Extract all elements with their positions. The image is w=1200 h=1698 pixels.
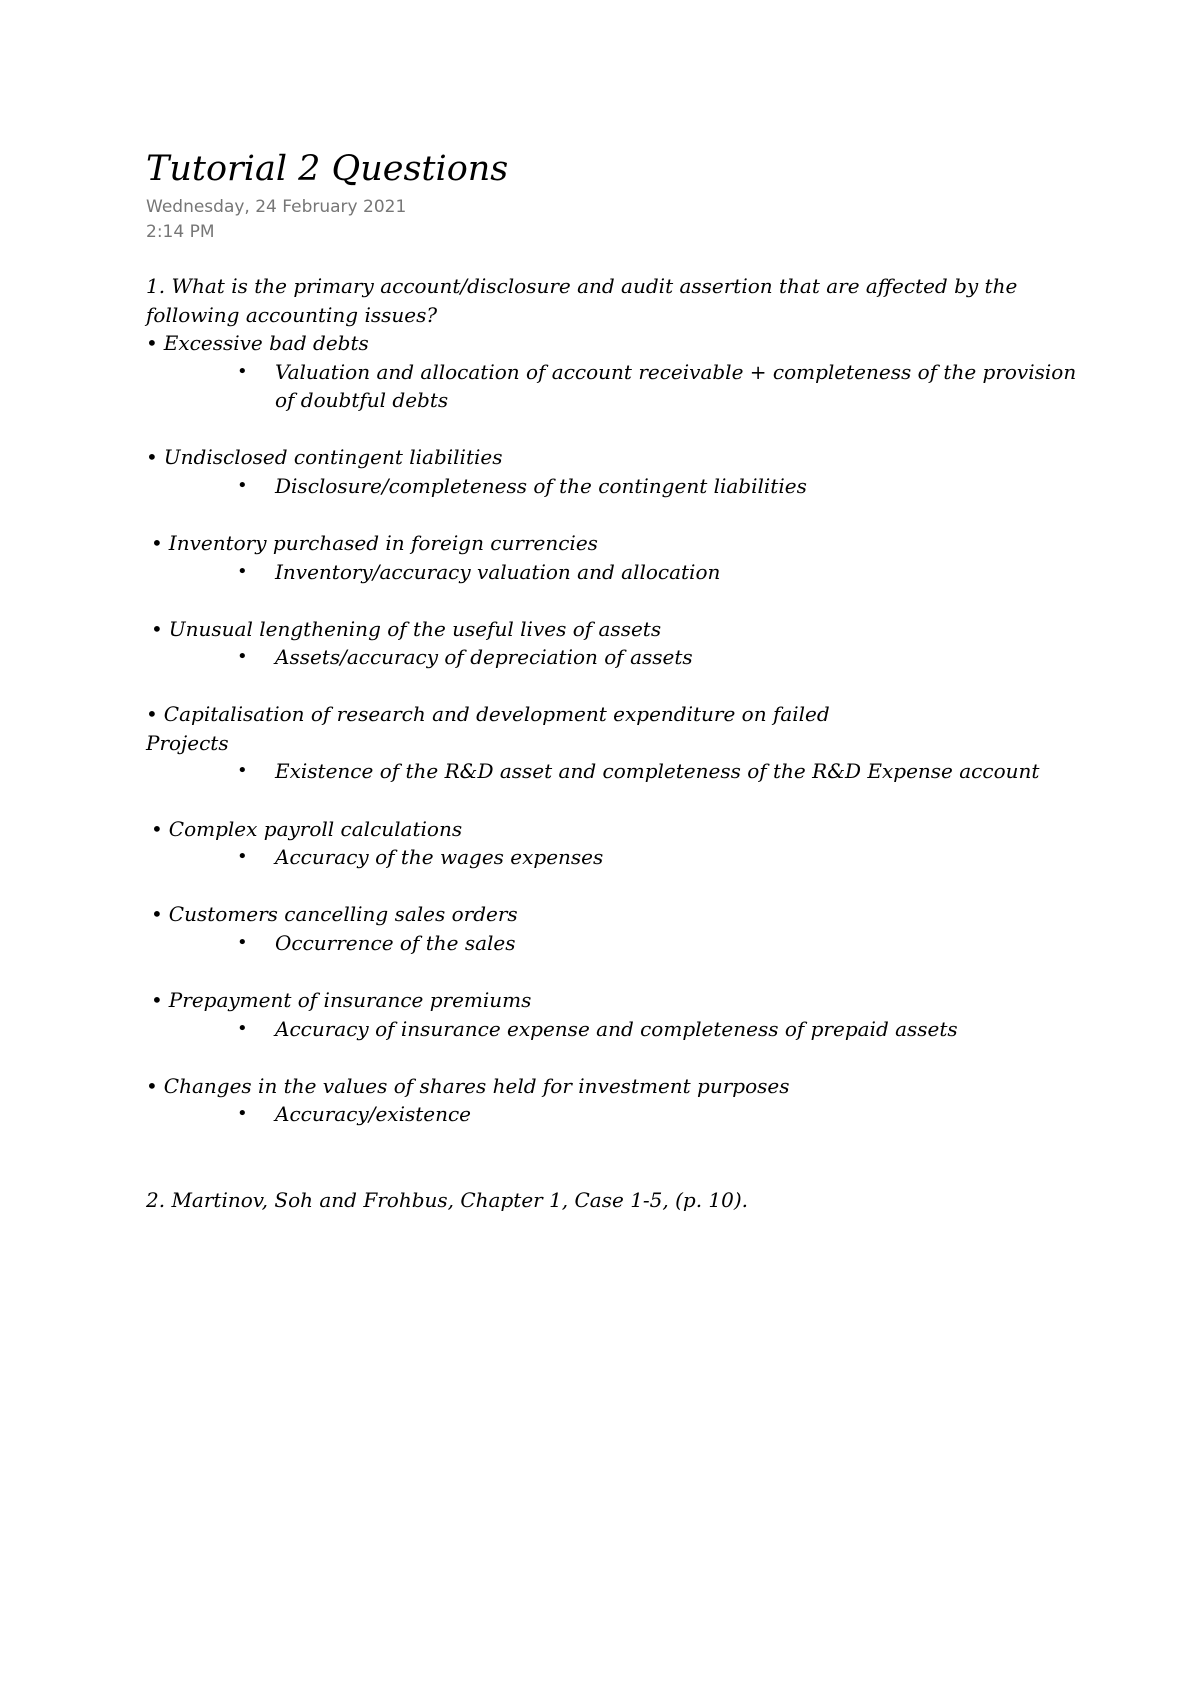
- bullet-icon: •: [237, 561, 248, 582]
- issue-item: [146, 1072, 790, 1100]
- answer-text: Inventory/accuracy valuation and allocation: [275, 560, 721, 584]
- question-2: 2. Martinov, Soh and Frohbus, Chapter 1, Case 1-5, (p. 10).: [146, 1188, 749, 1212]
- bullet-icon: •: [237, 932, 248, 953]
- answer-text: Accuracy of insurance expense and completeness of prepaid assets: [275, 1017, 958, 1041]
- issue-text: Excessive bad debts: [163, 331, 369, 355]
- issue-text: Unusual lengthening of the useful lives of assets: [168, 617, 662, 641]
- bullet-icon: •: [146, 331, 158, 355]
- issue-text: Customers cancelling sales orders: [168, 902, 518, 926]
- issue-item: [146, 700, 830, 728]
- question-1-line-2: following accounting issues?: [146, 303, 438, 327]
- question-1-line-1: 1. What is the primary account/disclosure and audit assertion that are affected by the: [146, 274, 1018, 298]
- answer-text: Assets/accuracy of depreciation of assets: [275, 645, 693, 669]
- issue-item: [151, 986, 531, 1014]
- answer-text: Accuracy of the wages expenses: [275, 845, 604, 869]
- bullet-icon: •: [237, 1018, 248, 1039]
- issue-text: Inventory purchased in foreign currencies: [168, 531, 598, 555]
- bullet-icon: •: [151, 988, 163, 1012]
- bullet-icon: •: [237, 646, 248, 667]
- issue-item: [151, 900, 518, 928]
- issue-item: [151, 615, 661, 643]
- answer-text: Valuation and allocation of account receivable + completeness of the provision: [275, 360, 1077, 384]
- page-title: Tutorial 2 Questions: [146, 149, 509, 189]
- issue-item: [146, 329, 369, 357]
- answer-text: Disclosure/completeness of the contingent liabilities: [275, 474, 807, 498]
- issue-text: Prepayment of insurance premiums: [168, 988, 532, 1012]
- note-time: 2:14 PM: [146, 222, 215, 242]
- bullet-icon: •: [237, 1103, 248, 1124]
- issue-item: [151, 529, 598, 557]
- bullet-icon: •: [151, 902, 163, 926]
- bullet-icon: •: [237, 846, 248, 867]
- bullet-icon: •: [237, 760, 248, 781]
- bullet-icon: •: [146, 702, 158, 726]
- bullet-icon: •: [146, 445, 158, 469]
- note-date: Wednesday, 24 February 2021: [146, 197, 407, 217]
- bullet-icon: •: [237, 361, 248, 382]
- bullet-icon: •: [151, 817, 163, 841]
- answer-text: of doubtful debts: [275, 388, 449, 412]
- answer-text: Existence of the R&D asset and completeness of the R&D Expense account: [275, 759, 1040, 783]
- issue-text-continuation: Projects: [146, 731, 229, 755]
- issue-text: Undisclosed contingent liabilities: [163, 445, 503, 469]
- issue-text: Changes in the values of shares held for investment purposes: [163, 1074, 790, 1098]
- bullet-icon: •: [151, 617, 163, 641]
- bullet-icon: •: [146, 1074, 158, 1098]
- answer-text: Accuracy/existence: [275, 1102, 472, 1126]
- bullet-icon: •: [237, 475, 248, 496]
- issue-text: Capitalisation of research and development expenditure on failed: [163, 702, 830, 726]
- bullet-icon: •: [151, 531, 163, 555]
- issue-item: [151, 815, 462, 843]
- answer-text: Occurrence of the sales: [275, 931, 516, 955]
- issue-text: Complex payroll calculations: [168, 817, 463, 841]
- issue-item: [146, 443, 503, 471]
